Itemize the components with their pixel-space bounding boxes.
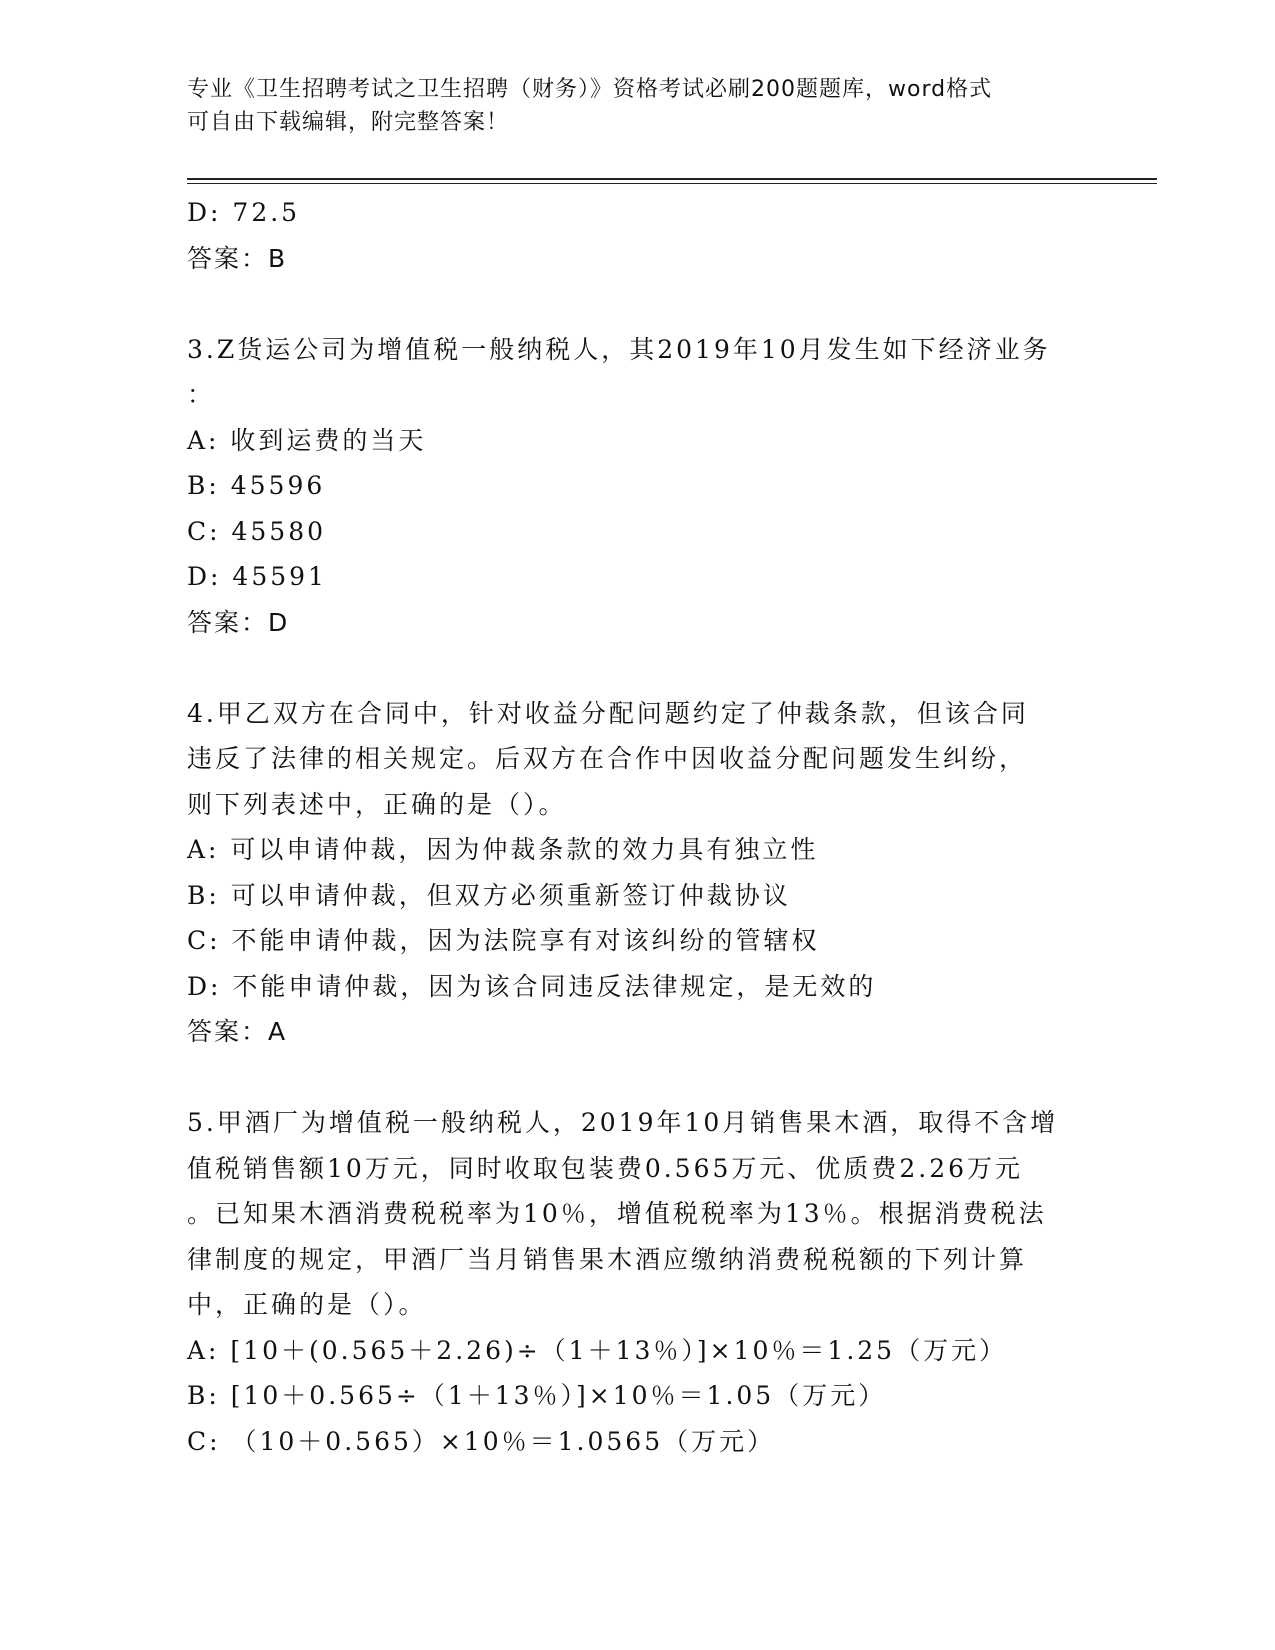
q4-option-d: D: 不能申请仲裁，因为该合同违反法律规定，是无效的 [187, 971, 877, 1001]
q4-stem-line-3: 则下列表述中，正确的是（）。 [187, 789, 567, 819]
q3-stem-line-1: 3.Z货运公司为增值税一般纳税人，其2019年10月发生如下经济业务 [187, 334, 1051, 364]
q3-option-c: C: 45580 [187, 516, 327, 546]
q5-stem-line-4: 律制度的规定，甲酒厂当月销售果木酒应缴纳消费税税额的下列计算 [187, 1244, 1028, 1274]
header-rule-thick [187, 178, 1157, 180]
spacer [187, 1055, 1087, 1101]
q2-option-d: D: 72.5 [187, 198, 301, 227]
header-title-line-2: 可自由下载编辑，附完整答案！ [187, 110, 510, 135]
q3-option-a: A: 收到运费的当天 [187, 425, 427, 455]
q3-answer: 答案：D [187, 607, 290, 637]
q5-stem-line-1: 5.甲酒厂为增值税一般纳税人，2019年10月销售果木酒，取得不含增 [187, 1108, 1059, 1137]
spacer [187, 281, 1087, 327]
header-title-line-1: 专业《卫生招聘考试之卫生招聘（财务）》资格考试必刷200题题库，word格式 [187, 77, 993, 102]
question-content [187, 190, 1087, 1464]
q5-stem-line-3: 。已知果木酒消费税税率为10％，增值税税率为13％。根据消费税法 [187, 1199, 1047, 1228]
q4-stem-line-2: 违反了法律的相关规定。后双方在合作中因收益分配问题发生纠纷， [187, 744, 1028, 773]
q4-option-b: B: 可以申请仲裁，但双方必须重新签订仲裁协议 [187, 880, 791, 910]
q4-answer: 答案：A [187, 1017, 288, 1046]
q5-stem-line-5: 中，正确的是（）。 [187, 1290, 427, 1319]
q3-option-d: D: 45591 [187, 562, 327, 591]
document-header [187, 73, 1087, 139]
q3-option-b: B: 45596 [187, 471, 326, 500]
q5-option-c: C: （10＋0.565）×10％＝1.0565（万元） [187, 1426, 776, 1456]
q3-stem-line-2: ： [187, 380, 216, 409]
q4-option-a: A: 可以申请仲裁，因为仲裁条款的效力具有独立性 [187, 835, 819, 864]
q2-answer: 答案：B [187, 243, 288, 273]
q5-option-a: A: [10＋(0.565＋2.26)÷（1＋13％）]×10％＝1.25（万元） [187, 1335, 1008, 1365]
q5-option-b: B: [10＋0.565÷（1＋13％）]×10％＝1.05（万元） [187, 1381, 887, 1410]
q5-stem-line-2: 值税销售额10万元，同时收取包装费0.565万元、优质费2.26万元 [187, 1153, 1024, 1183]
q4-option-c: C: 不能申请仲裁，因为法院享有对该纠纷的管辖权 [187, 926, 820, 955]
spacer [187, 645, 1087, 691]
header-rule-thin [187, 183, 1157, 184]
q4-stem-line-1: 4.甲乙双方在合同中，针对收益分配问题约定了仲裁条款，但该合同 [187, 698, 1029, 728]
